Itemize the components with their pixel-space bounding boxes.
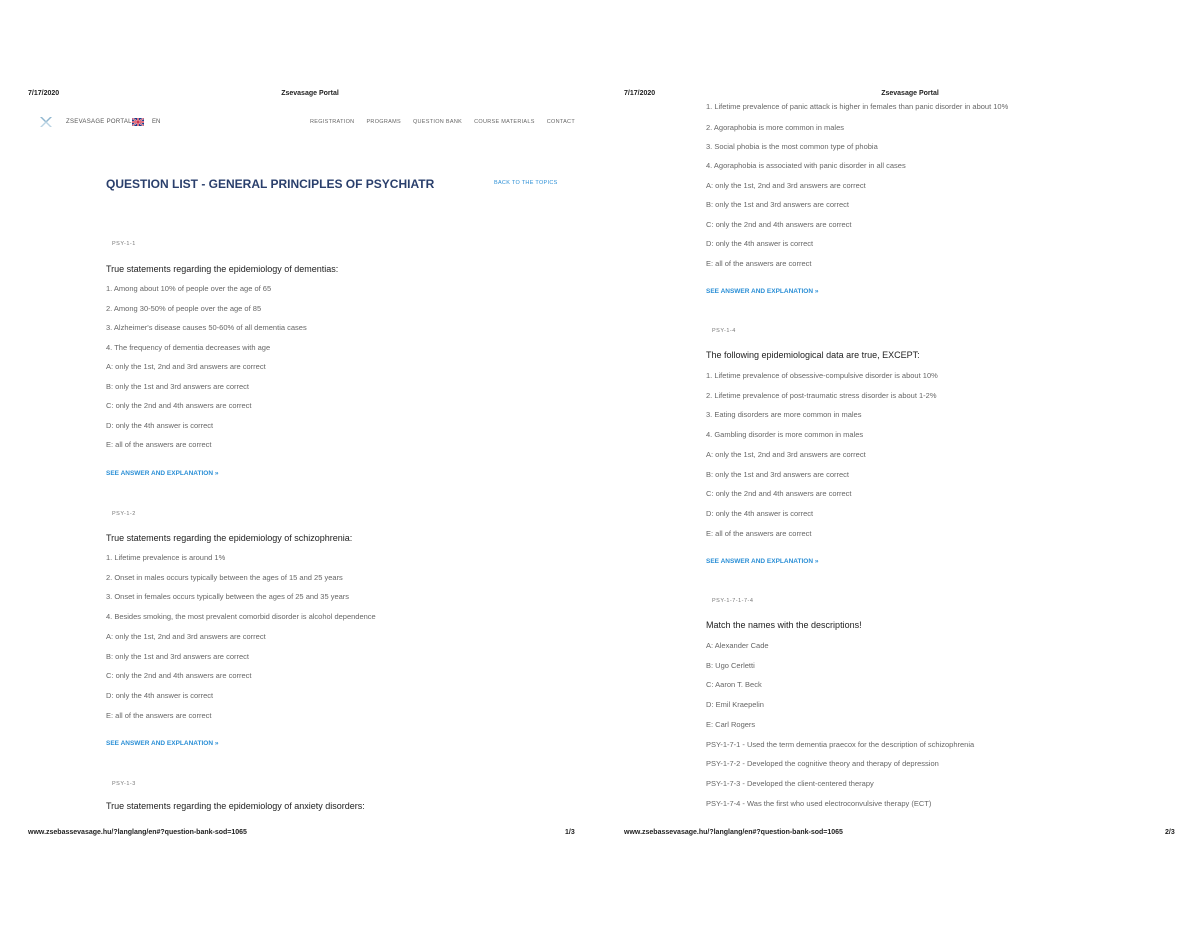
answer-option: 3. Onset in females occurs typically between the ages of 25 and 35 years <box>106 592 350 601</box>
question-text: True statements regarding the epidemiology of dementias: <box>106 264 339 274</box>
menu-item-contact[interactable]: CONTACT <box>546 119 575 125</box>
menu-item-question-bank[interactable]: QUESTION BANK <box>412 119 463 125</box>
question-id: PSY-1-3 <box>112 781 136 787</box>
question-id: PSY-1-2 <box>112 511 136 517</box>
language-selector[interactable]: EN <box>152 119 161 125</box>
brand-name[interactable]: ZSEVASAGE PORTAL <box>66 119 132 125</box>
answer-option: 1. Lifetime prevalence of obsessive-compulsive disorder is about 10% <box>706 371 938 380</box>
back-to-topics-link[interactable]: BACK TO THE TOPICS <box>494 180 558 186</box>
question-text: True statements regarding the epidemiology of schizophrenia: <box>106 533 353 543</box>
answer-option: D: Emil Kraepelin <box>706 700 764 709</box>
answer-option: C: only the 2nd and 4th answers are correct <box>106 671 252 680</box>
question-text: True statements regarding the epidemiology of anxiety disorders: <box>106 801 365 811</box>
answer-option: C: only the 2nd and 4th answers are correct <box>106 401 252 410</box>
header-site-title: Zsevasage Portal <box>281 90 339 97</box>
question-id: PSY-1-1 <box>112 241 136 247</box>
menu-item-course-materials[interactable]: COURSE MATERIALS <box>474 119 535 125</box>
answer-option: 4. The frequency of dementia decreases with age <box>106 343 271 352</box>
header-date: 7/17/2020 <box>28 90 60 97</box>
answer-option: B: only the 1st and 3rd answers are correct <box>706 470 849 479</box>
match-item: PSY-1-7-2 - Developed the cognitive theory and therapy of depression <box>706 759 939 768</box>
answer-option: C: only the 2nd and 4th answers are correct <box>706 220 852 229</box>
answer-option: E: all of the answers are correct <box>106 440 212 449</box>
footer-page-number: 1/3 <box>565 829 575 836</box>
answer-option: B: only the 1st and 3rd answers are correct <box>706 200 849 209</box>
answer-option: E: Carl Rogers <box>706 720 756 729</box>
answer-option: 4. Agoraphobia is associated with panic disorder in all cases <box>706 161 906 170</box>
answer-option: D: only the 4th answer is correct <box>706 509 814 518</box>
match-item: PSY-1-7-4 - Was the first who used electroconvulsive therapy (ECT) <box>706 799 932 808</box>
see-answer-link[interactable]: SEE ANSWER AND EXPLANATION » <box>106 740 219 747</box>
page-title: QUESTION LIST - GENERAL PRINCIPLES OF PSYCHIATR <box>106 177 435 191</box>
main-menu <box>310 119 575 125</box>
answer-option: 2. Onset in males occurs typically between the ages of 15 and 25 years <box>106 573 343 582</box>
answer-option: E: all of the answers are correct <box>706 259 812 268</box>
answer-option: 3. Alzheimer's disease causes 50-60% of all dementia cases <box>106 323 307 332</box>
footer-url: www.zsebassevasage.hu/?langlang/en#?question-bank-sod=1065 <box>624 829 843 836</box>
answer-option: A: Alexander Cade <box>706 641 769 650</box>
answer-option: E: all of the answers are correct <box>706 529 812 538</box>
menu-item-programs[interactable]: PROGRAMS <box>366 119 401 125</box>
answer-option: 2. Agoraphobia is more common in males <box>706 123 844 132</box>
answer-option: C: only the 2nd and 4th answers are correct <box>706 489 852 498</box>
answer-option: 4. Gambling disorder is more common in males <box>706 430 864 439</box>
navbar <box>38 114 578 130</box>
question-text: Match the names with the descriptions! <box>706 620 862 630</box>
answer-option: A: only the 1st, 2nd and 3rd answers are correct <box>706 450 866 459</box>
question-id: PSY-1-4 <box>712 328 736 334</box>
answer-option: B: Ugo Cerletti <box>706 661 755 670</box>
see-answer-link[interactable]: SEE ANSWER AND EXPLANATION » <box>706 558 819 565</box>
page-2 <box>600 0 1200 927</box>
answer-option: E: all of the answers are correct <box>106 711 212 720</box>
answer-option: A: only the 1st, 2nd and 3rd answers are correct <box>106 362 266 371</box>
match-item: PSY-1-7-3 - Developed the client-centered therapy <box>706 779 874 788</box>
question-id: PSY-1-7-1-7-4 <box>712 598 754 604</box>
answer-option: B: only the 1st and 3rd answers are correct <box>106 652 249 661</box>
answer-option: 2. Among 30-50% of people over the age of 85 <box>106 304 262 313</box>
answer-option: D: only the 4th answer is correct <box>106 421 214 430</box>
answer-option: 3. Eating disorders are more common in males <box>706 410 862 419</box>
match-item: PSY-1-7-1 - Used the term dementia praecox for the description of schizophrenia <box>706 740 975 749</box>
header-date: 7/17/2020 <box>624 90 656 97</box>
header-site-title: Zsevasage Portal <box>881 90 939 97</box>
footer-page-number: 2/3 <box>1165 829 1175 836</box>
answer-option: 4. Besides smoking, the most prevalent comorbid disorder is alcohol dependence <box>106 612 376 621</box>
answer-option: 2. Lifetime prevalence of post-traumatic stress disorder is about 1-2% <box>706 391 937 400</box>
see-answer-link[interactable]: SEE ANSWER AND EXPLANATION » <box>106 470 219 477</box>
menu-item-registration[interactable]: REGISTRATION <box>310 119 355 125</box>
answer-option: D: only the 4th answer is correct <box>106 691 214 700</box>
question-text: The following epidemiological data are true, EXCEPT: <box>706 350 920 360</box>
uk-flag-icon[interactable] <box>132 118 144 126</box>
footer-url: www.zsebassevasage.hu/?langlang/en#?question-bank-sod=1065 <box>28 829 247 836</box>
answer-option: A: only the 1st, 2nd and 3rd answers are correct <box>706 181 866 190</box>
answer-option: 3. Social phobia is the most common type of phobia <box>706 142 878 151</box>
answer-option: C: Aaron T. Beck <box>706 680 762 689</box>
answer-option: A: only the 1st, 2nd and 3rd answers are correct <box>106 632 266 641</box>
logo-icon[interactable] <box>38 114 54 130</box>
answer-option: B: only the 1st and 3rd answers are correct <box>106 382 249 391</box>
answer-option: 1. Lifetime prevalence of panic attack is higher in females than panic disorder in about 10% <box>706 102 1009 111</box>
see-answer-link[interactable]: SEE ANSWER AND EXPLANATION » <box>706 288 819 295</box>
answer-option: 1. Lifetime prevalence is around 1% <box>106 553 226 562</box>
answer-option: D: only the 4th answer is correct <box>706 239 814 248</box>
answer-option: 1. Among about 10% of people over the age of 65 <box>106 284 272 293</box>
